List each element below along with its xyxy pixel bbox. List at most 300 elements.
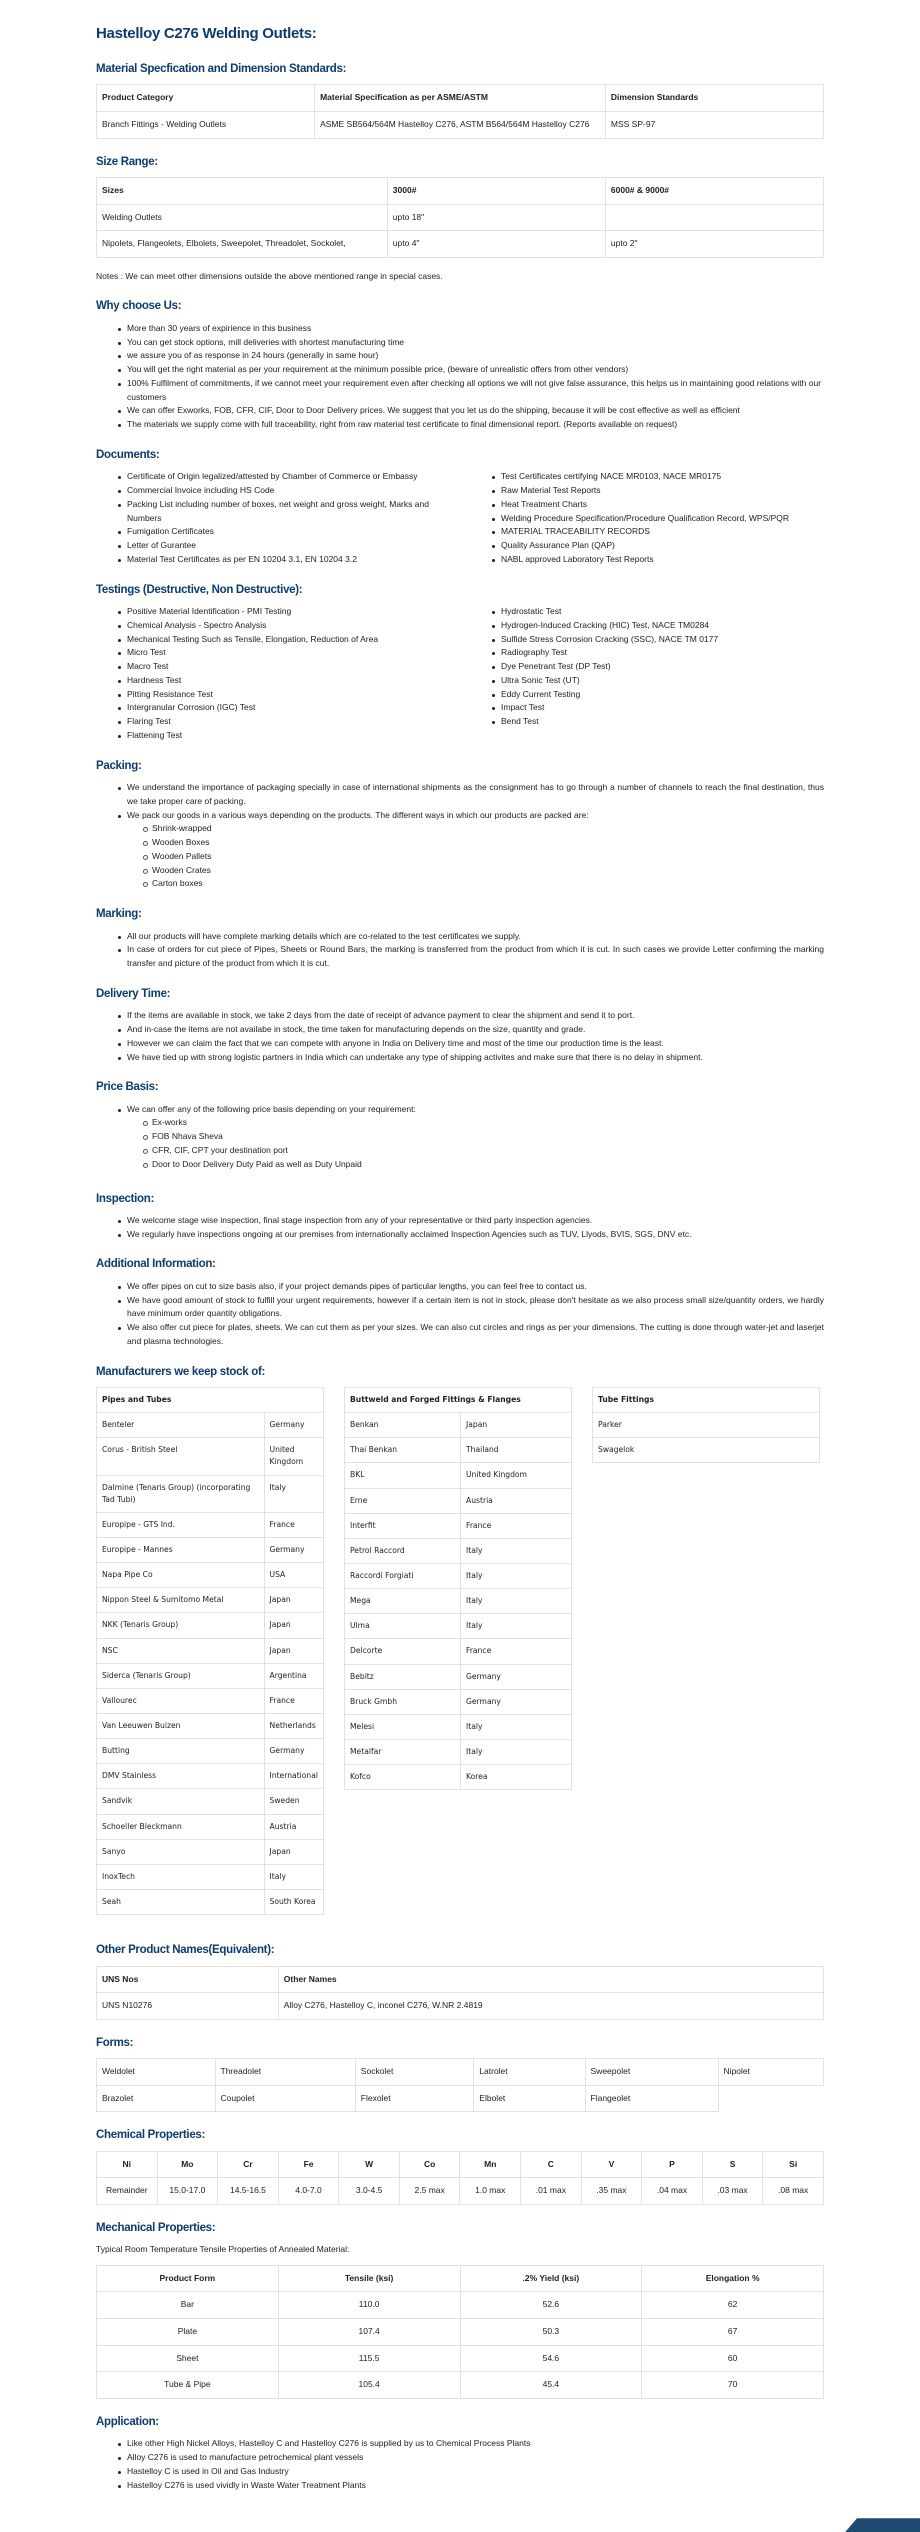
- why-heading: Why choose Us:: [96, 300, 182, 313]
- maker-cell: Napa Pipe Co: [97, 1563, 265, 1588]
- list-item: Alloy C276 is used to manufacture petrochemical plant vessels: [118, 2451, 824, 2465]
- documents-columns: [96, 470, 824, 566]
- list-item: You can get stock options, mill deliveries with shortest manufacturing time: [118, 336, 824, 350]
- packing-sublist: [127, 822, 824, 891]
- country-cell: United Kingdom: [461, 1463, 572, 1488]
- list-item: We welcome stage wise inspection, final stage inspection from any of your representative or third party inspection agencies.: [118, 1214, 824, 1228]
- table-row: [97, 1613, 324, 1638]
- table-cell: ASME SB564/564M Hastelloy C276, ASTM B564/564M Hastelloy C276: [315, 111, 606, 138]
- inspection-list: [96, 1214, 824, 1242]
- buttweld-fittings-table: [344, 1387, 572, 1790]
- country-cell: Japan: [461, 1413, 572, 1438]
- table-cell: [605, 204, 823, 231]
- forms-heading: Forms:: [96, 2036, 134, 2049]
- table-cell: 62: [642, 2292, 824, 2319]
- maker-cell: Europipe - GTS Ind.: [97, 1512, 265, 1537]
- table-cell: Alloy C276, Hastelloy C, inconel C276, W.NR 2.4819: [278, 1993, 823, 2020]
- list-item: Chemical Analysis - Spectro Analysis: [118, 619, 450, 633]
- table-row: [97, 1413, 324, 1438]
- maker-cell: Dalmine (Tenaris Group) (incorporating Tad Tubi): [97, 1475, 265, 1512]
- list-item: All our products will have complete marking details which are co-related to the test certificates we supply.: [118, 930, 824, 944]
- table-cell: Bar: [97, 2292, 279, 2319]
- maker-cell: Interfit: [345, 1513, 461, 1538]
- country-cell: Japan: [264, 1588, 323, 1613]
- documents-heading: Documents:: [96, 448, 160, 461]
- sublist-item: Shrink-wrapped: [143, 822, 824, 836]
- country-cell: Germany: [461, 1664, 572, 1689]
- list-item: Intergranular Corrosion (IGC) Test: [118, 701, 450, 715]
- table-cell: 45.4: [460, 2372, 642, 2399]
- country-cell: Germany: [264, 1413, 323, 1438]
- list-item: Positive Material Identification - PMI Testing: [118, 605, 450, 619]
- table-row: [97, 2372, 824, 2399]
- table-row: [97, 2319, 824, 2346]
- country-cell: United Kingdom: [264, 1438, 323, 1475]
- maker-cell: NSC: [97, 1638, 265, 1663]
- table-row: [345, 1689, 572, 1714]
- sublist-item: FOB Nhava Sheva: [143, 1130, 824, 1144]
- sublist-item: Wooden Pallets: [143, 850, 824, 864]
- documents-list-right: [470, 470, 824, 566]
- list-item: Test Certificates certifying NACE MR0103, NACE MR0175: [492, 470, 824, 484]
- why-list: [96, 322, 824, 432]
- list-item: In case of orders for cut piece of Pipes, Sheets or Round Bars, the marking is transferred from the product from which it is cut. In such cases we provide Letter confirming the marking transfer and picture of the product from which it is cut.: [118, 943, 824, 971]
- table-row: [345, 1538, 572, 1563]
- pipes-tubes-table: [96, 1387, 324, 1915]
- country-cell: Italy: [461, 1714, 572, 1739]
- element-header: C: [521, 2151, 582, 2178]
- maker-cell: NKK (Tenaris Group): [97, 1613, 265, 1638]
- element-header: Cr: [218, 2151, 279, 2178]
- country-cell: Korea: [461, 1765, 572, 1790]
- spec-header: Product Category: [97, 85, 315, 112]
- testings-list-left: [96, 605, 470, 743]
- table-row: [97, 1864, 324, 1889]
- list-item: If the items are available in stock, we take 2 days from the date of receipt of advance payment to clear the shipment and send it to port.: [118, 1009, 824, 1023]
- element-value: .04 max: [642, 2178, 703, 2205]
- table-row: [97, 1638, 324, 1663]
- list-item: Flattening Test: [118, 729, 450, 743]
- maker-cell: InoxTech: [97, 1864, 265, 1889]
- maker-cell: DMV Stainless: [97, 1764, 265, 1789]
- maker-cell: Petrol Raccord: [345, 1538, 461, 1563]
- table-row: [97, 2345, 824, 2372]
- table-row: [97, 1438, 324, 1475]
- list-item: Material Test Certificates as per EN 10204 3.1, EN 10204 3.2: [118, 553, 450, 567]
- list-item: Pitting Resistance Test: [118, 688, 450, 702]
- element-header: Mo: [157, 2151, 218, 2178]
- spec-header: Dimension Standards: [605, 85, 823, 112]
- table-row: [345, 1614, 572, 1639]
- manufacturers-tables: [96, 1387, 824, 1915]
- table-row: [345, 1714, 572, 1739]
- element-header: Fe: [278, 2151, 339, 2178]
- table-row: [97, 2085, 824, 2112]
- mechanical-heading: Mechanical Properties:: [96, 2221, 216, 2234]
- list-item: Raw Material Test Reports: [492, 484, 824, 498]
- inspection-heading: Inspection:: [96, 1192, 155, 1205]
- maker-cell: Erne: [345, 1488, 461, 1513]
- maker-cell: Siderca (Tenaris Group): [97, 1663, 265, 1688]
- country-cell: Italy: [461, 1740, 572, 1765]
- table-row: [97, 1814, 324, 1839]
- country-cell: Thailand: [461, 1438, 572, 1463]
- list-item-text: We can offer any of the following price basis depending on your requirement:: [127, 1103, 416, 1114]
- size-header: Sizes: [97, 177, 388, 204]
- maker-cell: Benkan: [345, 1413, 461, 1438]
- testings-list-right: [470, 605, 824, 743]
- documents-list-left: [96, 470, 470, 566]
- size-range-heading: Size Range:: [96, 155, 158, 168]
- list-item: We regularly have inspections ongoing at our premises from internationally acclaimed Inspection Agencies such as TUV, Llyods, BVIS, SGS, DNV etc.: [118, 1228, 824, 1242]
- table-row: [97, 1789, 324, 1814]
- country-cell: International: [264, 1764, 323, 1789]
- list-item: We understand the importance of packaging specially in case of international shipments as the consignment has to go through a number of channels to reach the final destination, thus we take proper care of packing.: [118, 781, 824, 809]
- form-cell: Coupolet: [215, 2085, 355, 2112]
- table-row: [97, 2292, 824, 2319]
- list-item: We have good amount of stock to fulfill your urgent requirements, however if a certain item is not in stock, please don't hesitate as we also process small size/quantity orders, we hardly have minimum order quantity obligations.: [118, 1294, 824, 1322]
- list-item: Bend Test: [492, 715, 824, 729]
- maker-cell: Raccordi Forgiati: [345, 1564, 461, 1589]
- table-row: [345, 1438, 572, 1463]
- table-row: [345, 1664, 572, 1689]
- table-cell: 50.3: [460, 2319, 642, 2346]
- table-row: [345, 1463, 572, 1488]
- list-item: Fumigation Certificates: [118, 525, 450, 539]
- list-item: Micro Test: [118, 646, 450, 660]
- delivery-heading: Delivery Time:: [96, 987, 171, 1000]
- country-cell: Germany: [264, 1739, 323, 1764]
- table-row: [345, 1765, 572, 1790]
- table-cell: 67: [642, 2319, 824, 2346]
- size-range-note: Notes : We can meet other dimensions outside the above mentioned range in special cases.: [96, 270, 443, 281]
- list-item: Commercial Invoice including HS Code: [118, 484, 450, 498]
- forms-table: [96, 2058, 824, 2112]
- form-cell: Threadolet: [215, 2059, 355, 2086]
- spec-heading: Material Specfication and Dimension Standards:: [96, 63, 347, 75]
- maker-cell: Kofco: [345, 1765, 461, 1790]
- table-row: [97, 1688, 324, 1713]
- list-item: Hydrostatic Test: [492, 605, 824, 619]
- element-value: 2.5 max: [399, 2178, 460, 2205]
- element-header: W: [339, 2151, 400, 2178]
- maker-cell: Thai Benkan: [345, 1438, 461, 1463]
- manufacturers-heading: Manufacturers we keep stock of:: [96, 1365, 266, 1378]
- country-cell: Austria: [461, 1488, 572, 1513]
- list-item-text: We pack our goods in a various ways depending on the products. The different ways in which our products are packed are:: [127, 809, 589, 820]
- country-cell: Italy: [461, 1589, 572, 1614]
- testings-columns: [96, 605, 824, 743]
- maker-cell: Corus - British Steel: [97, 1438, 265, 1475]
- table-row: [97, 1764, 324, 1789]
- application-heading: Application:: [96, 2415, 159, 2428]
- maker-cell: Metalfar: [345, 1740, 461, 1765]
- country-cell: Italy: [264, 1475, 323, 1512]
- maker-cell: Delcorte: [345, 1639, 461, 1664]
- maker-cell: Europipe - Mannes: [97, 1538, 265, 1563]
- list-item: You will get the right material as per your requirement at the minimum possible price, (beware of unrealistic offers from other vendors): [118, 363, 824, 377]
- element-header: Co: [399, 2151, 460, 2178]
- table-row: [345, 1564, 572, 1589]
- table-cell: upto 4": [387, 231, 605, 258]
- list-item: Hastelloy C is used in Oil and Gas Industry: [118, 2465, 824, 2479]
- list-item: Dye Penetrant Test (DP Test): [492, 660, 824, 674]
- list-item: Macro Test: [118, 660, 450, 674]
- list-item: we assure you of as response in 24 hours (generally in same hour): [118, 349, 824, 363]
- table-row: [97, 1663, 324, 1688]
- additional-heading: Additional Information:: [96, 1258, 216, 1271]
- table-cell: 70: [642, 2372, 824, 2399]
- maker-cell: Sandvik: [97, 1789, 265, 1814]
- sublist-item: Carton boxes: [143, 877, 824, 891]
- application-list: [96, 2437, 824, 2492]
- country-cell: South Korea: [264, 1890, 323, 1915]
- list-item: Hardness Test: [118, 674, 450, 688]
- element-header: V: [581, 2151, 642, 2178]
- table-cell: 107.4: [278, 2319, 460, 2346]
- table-row: [97, 1475, 324, 1512]
- table-row: [345, 1589, 572, 1614]
- maker-cell: Bruck Gmbh: [345, 1689, 461, 1714]
- table-cell: 52.6: [460, 2292, 642, 2319]
- list-item: 100% Fulfilment of commitments, if we cannot meet your requirement even after checking all options we will not give false assurance, this helps us in maintaining good relations with our customers: [118, 377, 824, 405]
- table-row: [97, 2059, 824, 2086]
- chemical-table: [96, 2151, 824, 2205]
- maker-cell: BKL: [345, 1463, 461, 1488]
- country-cell: France: [461, 1639, 572, 1664]
- maker-cell: Seah: [97, 1890, 265, 1915]
- maker-cell: Sanyo: [97, 1839, 265, 1864]
- form-cell: Nipolet: [718, 2059, 823, 2086]
- marking-heading: Marking:: [96, 908, 142, 921]
- delivery-list: [96, 1009, 824, 1064]
- element-header: S: [702, 2151, 763, 2178]
- country-cell: France: [461, 1513, 572, 1538]
- table-row: [97, 1739, 324, 1764]
- maker-cell: Benteler: [97, 1413, 265, 1438]
- list-item: Like other High Nickel Alloys, Hastelloy C and Hastelloy C276 is supplied by us to Chemical Process Plants: [118, 2437, 824, 2451]
- element-value: .03 max: [702, 2178, 763, 2205]
- form-cell: Latrolet: [474, 2059, 585, 2086]
- list-item: NABL approved Laboratory Test Reports: [492, 553, 824, 567]
- element-header: Mn: [460, 2151, 521, 2178]
- country-cell: USA: [264, 1563, 323, 1588]
- maker-cell: Swagelok: [593, 1438, 820, 1463]
- sublist-item: Wooden Crates: [143, 864, 824, 878]
- table-title: Buttweld and Forged Fittings & Flanges: [345, 1388, 572, 1413]
- country-cell: Japan: [264, 1613, 323, 1638]
- country-cell: France: [264, 1688, 323, 1713]
- spec-header: Material Specification as per ASME/ASTM: [315, 85, 606, 112]
- maker-cell: Van Leeuwen Buizen: [97, 1714, 265, 1739]
- maker-cell: Vallourec: [97, 1688, 265, 1713]
- country-cell: Argentina: [264, 1663, 323, 1688]
- other-names-header: UNS Nos: [97, 1966, 279, 1993]
- table-row: [345, 1513, 572, 1538]
- sublist-item: CFR, CIF, CPT your destination port: [143, 1144, 824, 1158]
- testings-heading: Testings (Destructive, Non Destructive):: [96, 583, 303, 596]
- list-item: We also offer cut piece for plates, sheets. We can cut them as per your sizes. We can also cut circles and rings as per your dimensions. The cutting is done through water-jet and laserjet and plasma technologies.: [118, 1321, 824, 1349]
- size-range-table: [96, 177, 824, 258]
- table-cell: Nipolets, Flangeolets, Elbolets, Sweepolet, Threadolet, Sockolet,: [97, 231, 388, 258]
- element-header: Ni: [97, 2151, 158, 2178]
- list-item: Impact Test: [492, 701, 824, 715]
- list-item: Quality Assurance Plan (QAP): [492, 539, 824, 553]
- element-value: 4.0-7.0: [278, 2178, 339, 2205]
- table-cell: Welding Outlets: [97, 204, 388, 231]
- list-item: Hastelloy C276 is used vividly in Waste Water Treatment Plants: [118, 2479, 824, 2493]
- list-item: [118, 809, 824, 892]
- packing-heading: Packing:: [96, 759, 142, 772]
- other-names-heading: Other Product Names(Equivalent):: [96, 1944, 275, 1957]
- country-cell: Italy: [461, 1614, 572, 1639]
- list-item: And in-case the items are not availabe in stock, the time taken for manufacturing depends on the size, quantity and grade.: [118, 1023, 824, 1037]
- table-row: [97, 1714, 324, 1739]
- country-cell: Germany: [264, 1538, 323, 1563]
- list-item: Eddy Current Testing: [492, 688, 824, 702]
- form-cell: Flexolet: [355, 2085, 474, 2112]
- sublist-item: Door to Door Delivery Duty Paid as well as Duty Unpaid: [143, 1158, 824, 1172]
- sublist-item: Ex-works: [143, 1116, 824, 1130]
- table-cell: 105.4: [278, 2372, 460, 2399]
- element-value: 15.0-17.0: [157, 2178, 218, 2205]
- form-cell: Flangeolet: [585, 2085, 718, 2112]
- page-title: Hastelloy C276 Welding Outlets:: [96, 25, 317, 42]
- element-value: .35 max: [581, 2178, 642, 2205]
- table-row: [97, 1588, 324, 1613]
- table-row: [97, 111, 824, 138]
- country-cell: France: [264, 1512, 323, 1537]
- list-item: Sulfide Stress Corrosion Cracking (SSC), NACE TM 0177: [492, 633, 824, 647]
- country-cell: Japan: [264, 1839, 323, 1864]
- additional-list: [96, 1280, 824, 1349]
- list-item: Hydrogen-Induced Cracking (HIC) Test, NACE TM0284: [492, 619, 824, 633]
- list-item: [118, 1103, 824, 1172]
- list-item: Mechanical Testing Such as Tensile, Elongation, Reduction of Area: [118, 633, 450, 647]
- packing-list: [96, 781, 824, 891]
- table-row: [593, 1438, 820, 1463]
- list-item: We can offer Exworks, FOB, CFR, CIF, Door to Door Delivery prices. We suggest that you let us do the shipping, because it will be cost effective as well as efficient: [118, 404, 824, 418]
- table-row: [97, 1839, 324, 1864]
- country-cell: Germany: [461, 1689, 572, 1714]
- list-item: The materials we supply come with full traceability, right from raw material test certificate to final dimensional report. (Reports available on request): [118, 418, 824, 432]
- table-row: [97, 1993, 824, 2020]
- price-list: [96, 1103, 824, 1172]
- maker-cell: Ulma: [345, 1614, 461, 1639]
- price-heading: Price Basis:: [96, 1081, 159, 1094]
- table-row: [97, 1563, 324, 1588]
- table-cell: Plate: [97, 2319, 279, 2346]
- empty-cell: [718, 2085, 823, 2112]
- mechanical-table: [96, 2265, 824, 2399]
- form-cell: Weldolet: [97, 2059, 216, 2086]
- element-value: 14.5-16.5: [218, 2178, 279, 2205]
- element-header: P: [642, 2151, 703, 2178]
- table-row: [97, 231, 824, 258]
- table-cell: 115.5: [278, 2345, 460, 2372]
- table-row: [593, 1413, 820, 1438]
- list-item: MATERIAL TRACEABILITY RECORDS: [492, 525, 824, 539]
- country-cell: Austria: [264, 1814, 323, 1839]
- table-cell: 54.6: [460, 2345, 642, 2372]
- table-cell: 60: [642, 2345, 824, 2372]
- element-value: .01 max: [521, 2178, 582, 2205]
- list-item: Flaring Test: [118, 715, 450, 729]
- table-row: [345, 1639, 572, 1664]
- spec-table: [96, 84, 824, 138]
- table-row: [97, 204, 824, 231]
- form-cell: Elbolet: [474, 2085, 585, 2112]
- table-row: [345, 1740, 572, 1765]
- other-names-header: Other Names: [278, 1966, 823, 1993]
- table-row: [97, 1512, 324, 1537]
- mechanical-header: .2% Yield (ksi): [460, 2265, 642, 2292]
- table-row: [345, 1488, 572, 1513]
- table-cell: UNS N10276: [97, 1993, 279, 2020]
- country-cell: Italy: [264, 1864, 323, 1889]
- country-cell: Sweden: [264, 1789, 323, 1814]
- element-value: .08 max: [763, 2178, 824, 2205]
- table-cell: 110.0: [278, 2292, 460, 2319]
- other-names-table: [96, 1966, 824, 2020]
- table-cell: Branch Fittings - Welding Outlets: [97, 111, 315, 138]
- list-item: We have tied up with strong logistic partners in India which can undertake any type of shipping activites and make sure that there is no delay in shipment.: [118, 1051, 824, 1065]
- country-cell: Japan: [264, 1638, 323, 1663]
- chemical-heading: Chemical Properties:: [96, 2129, 206, 2142]
- country-cell: Italy: [461, 1538, 572, 1563]
- list-item: Radiography Test: [492, 646, 824, 660]
- marking-list: [96, 930, 824, 971]
- table-cell: upto 18": [387, 204, 605, 231]
- mechanical-header: Elongation %: [642, 2265, 824, 2292]
- table-title: Pipes and Tubes: [97, 1388, 324, 1413]
- list-item: Letter of Gurantee: [118, 539, 450, 553]
- form-cell: Brazolet: [97, 2085, 216, 2112]
- table-cell: Tube & Pipe: [97, 2372, 279, 2399]
- table-row: [97, 1890, 324, 1915]
- price-sublist: [127, 1116, 824, 1171]
- list-item: Certificate of Origin legalized/attested by Chamber of Commerce or Embassy: [118, 470, 450, 484]
- list-item: Heat Treatment Charts: [492, 498, 824, 512]
- form-cell: Sweepolet: [585, 2059, 718, 2086]
- element-value: 3.0-4.5: [339, 2178, 400, 2205]
- maker-cell: Bebitz: [345, 1664, 461, 1689]
- size-header: 3000#: [387, 177, 605, 204]
- maker-cell: Mega: [345, 1589, 461, 1614]
- country-cell: Italy: [461, 1564, 572, 1589]
- maker-cell: Melesi: [345, 1714, 461, 1739]
- table-cell: upto 2": [605, 231, 823, 258]
- element-value: 1.0 max: [460, 2178, 521, 2205]
- table-title: Tube Fittings: [593, 1388, 820, 1413]
- country-cell: Netherlands: [264, 1714, 323, 1739]
- table-cell: MSS SP-97: [605, 111, 823, 138]
- mechanical-header: Product Form: [97, 2265, 279, 2292]
- maker-cell: Schoeller Bleckmann: [97, 1814, 265, 1839]
- maker-cell: Butting: [97, 1739, 265, 1764]
- element-header: Si: [763, 2151, 824, 2178]
- sublist-item: Wooden Boxes: [143, 836, 824, 850]
- table-row: [345, 1413, 572, 1438]
- list-item: We offer pipes on cut to size basis also, if your project demands pipes of particular lengths, you can feel free to contact us.: [118, 1280, 824, 1294]
- mechanical-caption: Typical Room Temperature Tensile Properties of Annealed Material:: [96, 2244, 350, 2255]
- tube-fittings-table: [592, 1387, 820, 1463]
- list-item: Ultra Sonic Test (UT): [492, 674, 824, 688]
- list-item: Welding Procedure Specification/Procedure Qualification Record, WPS/PQR: [492, 512, 824, 526]
- element-value: Remainder: [97, 2178, 158, 2205]
- size-header: 6000# & 9000#: [605, 177, 823, 204]
- corner-tab-button[interactable]: [845, 2518, 920, 2532]
